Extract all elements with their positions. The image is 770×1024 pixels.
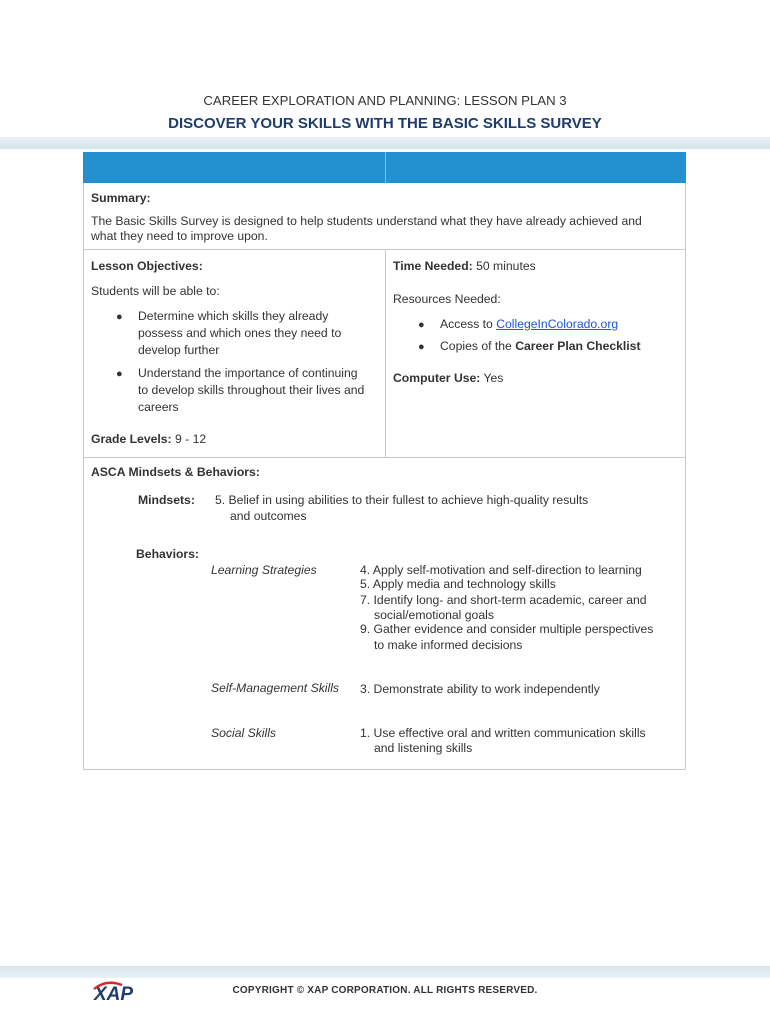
learning-item: 7. Identify long- and short-term academic, career and xyxy=(360,593,647,607)
learning-item: to make informed decisions xyxy=(374,638,523,652)
objective-2-line-2: to develop skills throughout their lives and xyxy=(138,383,365,397)
objective-1-line-2: possess and which ones they need to xyxy=(138,326,342,340)
behaviors-label: Behaviors: xyxy=(136,547,199,561)
summary-label: Summary: xyxy=(91,191,151,205)
resources-label: Resources Needed: xyxy=(393,292,501,306)
learning-item: 9. Gather evidence and consider multiple perspectives xyxy=(360,622,654,636)
learning-strategies-label: Learning Strategies xyxy=(211,563,317,577)
row-divider-objectives xyxy=(83,457,686,458)
mindsets-text-line-1: 5. Belief in using abilities to their fullest to achieve high-quality results xyxy=(215,493,589,507)
page-title: DISCOVER YOUR SKILLS WITH THE BASIC SKILLS SURVEY xyxy=(168,115,602,132)
social-skills-item-line-1: 1. Use effective oral and written communication skills xyxy=(360,726,646,740)
learning-item: social/emotional goals xyxy=(374,608,494,622)
objective-1-line-3: develop further xyxy=(138,343,220,357)
top-band xyxy=(0,137,770,149)
objectives-intro: Students will be able to: xyxy=(91,284,220,298)
mindsets-text-line-2: and outcomes xyxy=(230,509,307,523)
column-divider xyxy=(385,249,386,457)
table-header-divider xyxy=(385,152,386,183)
time-needed: Time Needed: 50 minutes xyxy=(393,259,536,273)
summary-text-line-2: what they need to improve upon. xyxy=(91,229,268,243)
lesson-table xyxy=(83,152,686,770)
self-management-label: Self-Management Skills xyxy=(211,681,340,695)
objective-1-line-1: Determine which skills they already xyxy=(138,309,329,323)
bottom-band xyxy=(0,966,770,978)
resource-copies: Copies of the Career Plan Checklist xyxy=(440,339,641,353)
xap-logo-text: XAP xyxy=(94,984,134,1005)
objective-2-line-3: careers xyxy=(138,400,179,414)
bullet-icon: ● xyxy=(418,341,425,353)
social-skills-item-line-2: and listening skills xyxy=(374,741,473,755)
bullet-icon: ● xyxy=(116,311,123,323)
computer-use: Computer Use: Yes xyxy=(393,371,504,385)
objectives-label: Lesson Objectives: xyxy=(91,259,203,273)
mindsets-label: Mindsets: xyxy=(138,493,195,507)
copyright: COPYRIGHT © XAP CORPORATION. ALL RIGHTS RESERVED. xyxy=(232,985,538,996)
resource-access: Access to CollegeInColorado.org xyxy=(440,317,619,331)
college-in-colorado-link[interactable]: CollegeInColorado.org xyxy=(496,317,619,331)
learning-item: 5. Apply media and technology skills xyxy=(360,577,556,591)
objective-2-line-1: Understand the importance of continuing xyxy=(138,366,358,380)
self-management-item: 3. Demonstrate ability to work independently xyxy=(360,682,600,696)
summary-text-line-1: The Basic Skills Survey is designed to help students understand what they have already achieved and xyxy=(91,214,642,228)
bullet-icon: ● xyxy=(418,319,425,331)
learning-item: 4. Apply self-motivation and self-direction to learning xyxy=(360,563,642,577)
page-subtitle: CAREER EXPLORATION AND PLANNING: LESSON PLAN 3 xyxy=(203,93,567,108)
social-skills-label: Social Skills xyxy=(211,726,277,740)
bullet-icon: ● xyxy=(116,368,123,380)
asca-label: ASCA Mindsets & Behaviors: xyxy=(91,465,260,479)
grade-levels: Grade Levels: 9 - 12 xyxy=(91,432,207,446)
